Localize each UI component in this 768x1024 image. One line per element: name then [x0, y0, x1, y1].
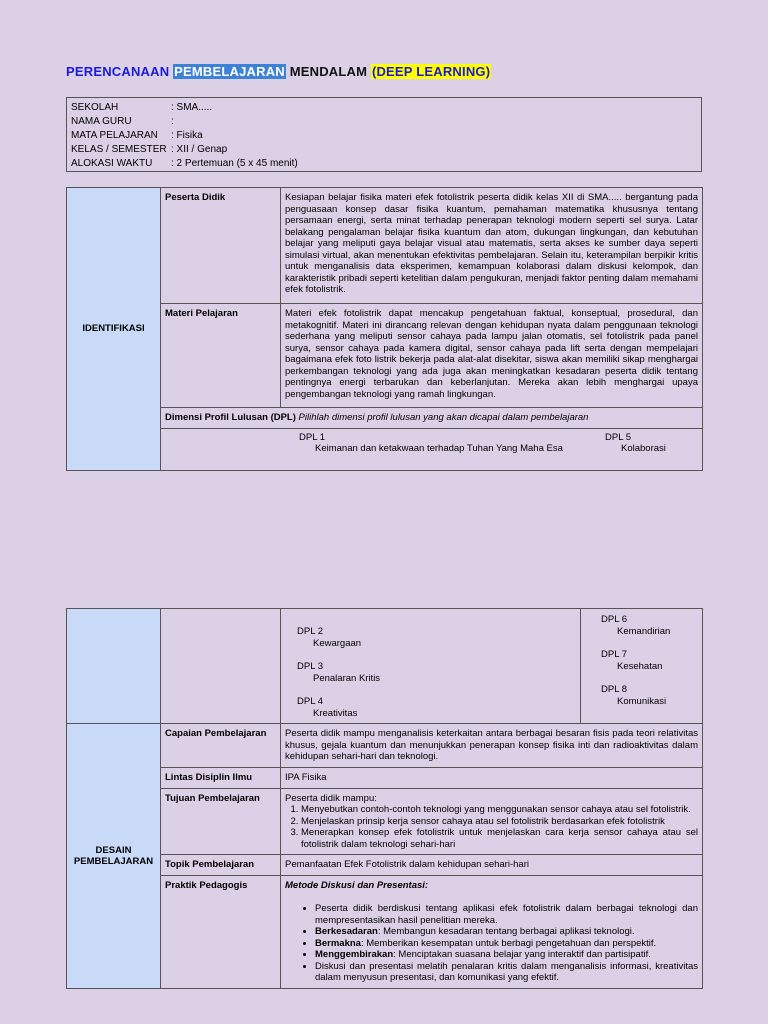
dpl-right-column [581, 609, 670, 723]
dpl-option-7[interactable] [601, 649, 670, 672]
praktik-item-text: : Membangun kesadaran tentang berbagai aplikasi teknologi. [377, 926, 635, 937]
info-label: MATA PELAJARAN [71, 130, 158, 141]
list-item: 1. Menyebutkan contoh-contoh teknologi yang menggunakan sensor cahaya atau sel fotolistrik. [301, 804, 698, 816]
dpl-4-desc: Kreativitas [313, 707, 358, 719]
dpl-options-row [161, 428, 703, 470]
materi-pelajaran-text: Materi efek fotolistrik dapat mencakup pengetahuan faktual, konseptual, prosedural, dan metakognitif. Materi ini dirancang relevan dengan kehidupan nyata dalam penggunaan teknologi sederhana yang meliputi sensor cahaya pada lampu jalan otomatis, sel fotolistrik pada panel surya, sensor cahaya pada kamera digital, sensor cahaya pada lift serta dengan mempelajari bagaimana efek foto listrik bekerja pada alat-alat disekitar, siswa akan memiliki sikap menghargai perkembangan teknologi yang ada juga akan meningkatkan kesadaran peserta didik tentang pentingnya energi terbarukan dan keberlanjutan. Mereka akan lebih menghargai upaya pengembangan teknologi yang ramah lingkungan. [281, 304, 703, 408]
info-row [71, 101, 697, 115]
list-item [315, 949, 698, 961]
info-value: : SMA..... [171, 102, 213, 113]
desain-table [66, 608, 703, 989]
dpl-left-column [281, 609, 581, 723]
dpl-1-title: DPL 1 [299, 431, 326, 443]
title-part-4: (DEEP LEARNING) [371, 64, 491, 79]
info-row [71, 143, 697, 157]
list-item: • Peserta didik berdiskusi tentang aplikasi efek fotolistrik dalam berbagai teknologi dan mempresentasikan hasil penelitian mereka. [315, 903, 698, 926]
title-part-2: PEMBELAJARAN [174, 64, 285, 79]
dpl-2-title: DPL 2 [297, 626, 324, 637]
dpl-8-desc: Komunikasi [617, 695, 667, 707]
dpl-3-desc: Penalaran Kritis [313, 672, 381, 684]
dpl-option-2[interactable] [297, 626, 580, 649]
info-label: NAMA GURU [71, 116, 132, 127]
dpl-2-desc: Kewargaan [313, 637, 362, 649]
peserta-didik-label: Peserta Didik [161, 188, 281, 304]
praktik-item-bold: Bermakna [315, 937, 361, 949]
praktik-list [285, 903, 698, 984]
praktik-item-text: : Menciptakan suasana belajar yang interaktif dan partisipatif. [393, 949, 651, 960]
desain-section-label: DESAIN PEMBELAJARAN [67, 724, 161, 989]
dpl-6-desc: Kemandirian [617, 625, 671, 637]
praktik-item-bold: Berkesadaran [315, 926, 378, 937]
info-row [71, 115, 697, 129]
dpl-empty-cell [161, 609, 281, 724]
info-value: : XII / Genap [171, 144, 228, 155]
dpl-5-desc: Kolaborasi [621, 443, 666, 454]
capaian-label: Capaian Pembelajaran [161, 724, 281, 768]
tujuan-list [285, 804, 698, 850]
praktik-heading: Metode Diskusi dan Presentasi: [285, 879, 429, 891]
dpl-option-1[interactable] [161, 432, 599, 455]
dpl-label: Dimensi Profil Lulusan (DPL) [165, 412, 296, 423]
info-value: : [171, 116, 174, 127]
dpl-option-4[interactable] [297, 696, 580, 719]
dpl-3-title: DPL 3 [297, 661, 324, 672]
praktik-item-bold: Menggembirakan [315, 949, 394, 960]
capaian-text: Peserta didik mampu menganalisis keterkaitan antara berbagai besaran fisis pada teori relativitas khusus, gejala kuantum dan menunjukkan penerapan konsep fisika inti dan radioaktivitas dalam kehidupan sehari-hari dan teknologi. [281, 724, 703, 768]
topik-label: Topik Pembelajaran [161, 855, 281, 876]
praktik-item-text: : Memberikan kesempatan untuk berbagi pengetahuan dan perspektif. [360, 937, 657, 949]
dpl-5-title: DPL 5 [605, 431, 632, 443]
info-value: : 2 Pertemuan (5 x 45 menit) [171, 158, 298, 169]
dpl-option-8[interactable] [601, 684, 670, 707]
list-item [315, 938, 698, 950]
peserta-didik-text: Kesiapan belajar fisika materi efek fotolistrik peserta didik kelas XII di SMA..... bergantung pada penguasaan konsep dasar fisika kuantum, pemahaman matematika khususnya tentang persamaan energi, serta minat terhadap penerapan teknologi modern seperti sel surya. Latar belakang pengalaman belajar fisika kuantum dan atom, dukungan lingkungan, dan kebutuhan belajar yang meliputi gaya belajar visual atau matematis, serta akses ke sumber daya seperti simulasi virtual, akan menentukan efektivitas pembelajaran. Selain itu, keterampilan berpikir kritis untuk menganalisis data eksperimen, kemampuan kolaborasi dalam diskusi kelompok, dan karakteristik pribadi seperti ketelitian dalam pengukuran, menjadi faktor penting dalam memahami efek fotolistrik. [281, 188, 703, 304]
tujuan-label: Tujuan Pembelajaran [161, 788, 281, 855]
tujuan-intro: Peserta didik mampu: [285, 792, 377, 804]
dpl-4-title: DPL 4 [297, 696, 324, 707]
lintas-label: Lintas Disiplin Ilmu [161, 768, 281, 789]
spacer [161, 988, 703, 989]
dpl-option-5[interactable] [599, 432, 666, 455]
identifikasi-continued-cell [67, 609, 161, 724]
info-label: SEKOLAH [71, 102, 119, 113]
page-title [66, 64, 491, 79]
dpl-6-title: DPL 6 [601, 614, 628, 625]
info-value: : Fisika [171, 130, 203, 141]
praktik-cell [281, 875, 703, 988]
list-item: 3. Menerapkan konsep efek fotolistrik untuk menjelaskan cara kerja sensor cahaya atau sel fotolistrik dalam teknologi sehari-hari [301, 827, 698, 850]
list-item: 2. Menjelaskan prinsip kerja sensor cahaya atau sel fotolistrik berdasarkan efek fotolistrik [301, 816, 698, 828]
materi-pelajaran-label: Materi Pelajaran [161, 304, 281, 408]
info-row [71, 129, 697, 143]
praktik-label: Praktik Pedagogis [161, 875, 281, 988]
dpl-option-6[interactable] [601, 614, 670, 637]
identifikasi-section-label: IDENTIFIKASI [67, 188, 161, 471]
dpl-8-title: DPL 8 [601, 684, 628, 695]
list-item: • Diskusi dan presentasi melatih penalaran kritis dalam menganalisis informasi, kreativitas dalam menyusun presentasi, dan komunikasi yang efektif. [315, 961, 698, 984]
tujuan-cell [281, 788, 703, 855]
title-part-1: PERENCANAAN [66, 64, 174, 79]
dpl-header [161, 408, 703, 429]
title-part-3: MENDALAM [285, 64, 371, 79]
dpl-hint: Pilihlah dimensi profil lulusan yang akan dicapai dalam pembelajaran [298, 412, 589, 423]
dpl-7-desc: Kesehatan [617, 660, 663, 672]
dpl-continued-cell [281, 609, 703, 724]
info-row [71, 157, 697, 171]
dpl-7-title: DPL 7 [601, 649, 628, 660]
info-label: ALOKASI WAKTU [71, 158, 153, 169]
dpl-1-desc: Keimanan dan ketakwaan terhadap Tuhan Yang Maha Esa [315, 443, 563, 454]
dpl-option-3[interactable] [297, 661, 580, 684]
list-item [315, 926, 698, 938]
info-label: KELAS / SEMESTER [71, 144, 167, 155]
topik-text: Pemanfaatan Efek Fotolistrik dalam kehidupan sehari-hari [281, 855, 703, 876]
lintas-text: IPA Fisika [281, 768, 703, 789]
school-info-box [66, 97, 702, 172]
identifikasi-table [66, 187, 703, 471]
